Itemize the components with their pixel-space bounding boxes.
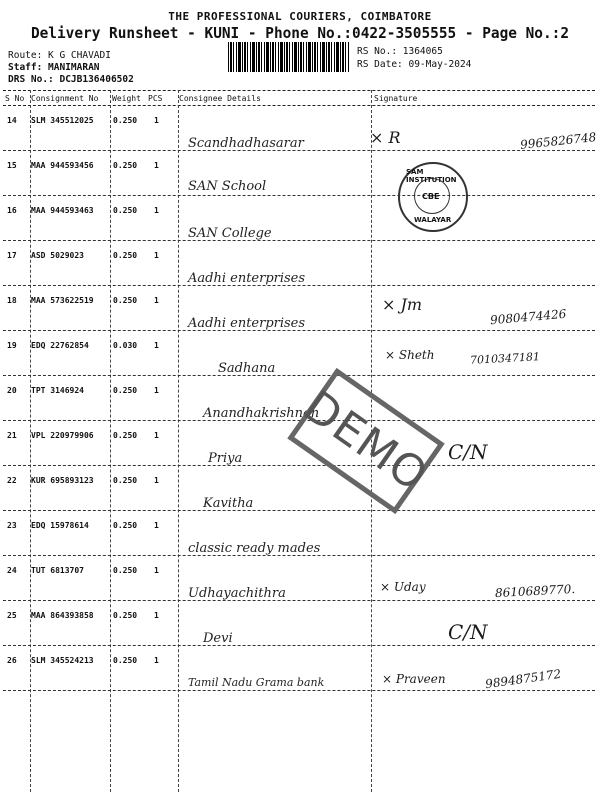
consignee-name: Devi (203, 631, 233, 646)
row-weight: 0.250 (113, 251, 138, 260)
cn-mark: C/N (448, 440, 488, 464)
row-consignment: EDQ 15978614 (31, 521, 89, 530)
row-pcs: 1 (154, 611, 159, 620)
col-sno: S No (5, 94, 25, 103)
row-weight: 0.250 (113, 296, 138, 305)
row-sno: 17 (7, 251, 17, 260)
row-weight: 0.250 (113, 431, 138, 440)
row-sno: 21 (7, 431, 17, 440)
consignee-name: Aadhi enterprises (188, 271, 306, 286)
table-row (3, 241, 595, 286)
row-pcs: 1 (154, 521, 159, 530)
row-pcs: 1 (154, 341, 159, 350)
phone-number-handwritten: 8610689770. (494, 581, 576, 601)
row-consignment: TPT 3146924 (31, 386, 84, 395)
consignee-name: Sadhana (218, 361, 276, 376)
row-pcs: 1 (154, 296, 159, 305)
institution-seal (398, 162, 468, 232)
row-weight: 0.250 (113, 611, 138, 620)
row-sno: 19 (7, 341, 17, 350)
signature-mark: × Uday (380, 580, 426, 594)
row-consignment: EDQ 22762854 (31, 341, 89, 350)
row-pcs: 1 (154, 161, 159, 170)
row-consignment: SLM 345524213 (31, 656, 94, 665)
phone-number-handwritten: 9965826748 (519, 130, 597, 152)
consignee-name: classic ready mades (188, 541, 321, 556)
table-row (3, 106, 595, 151)
seal-bottom-text: WALAYAR (414, 216, 452, 224)
row-consignment: MAA 944593463 (31, 206, 94, 215)
demo-stamp-text: DEMO (294, 380, 438, 502)
table-row (3, 601, 595, 646)
row-weight: 0.030 (113, 341, 138, 350)
rs-number: RS No.: 1364065 (357, 46, 443, 57)
row-sno: 22 (7, 476, 17, 485)
signature-mark: × Sheth (385, 348, 435, 362)
consignee-name: SAN College (188, 226, 272, 241)
phone-number-handwritten: 9894875172 (484, 666, 562, 692)
row-weight: 0.250 (113, 206, 138, 215)
consignee-name: Tamil Nadu Grama bank (188, 676, 325, 689)
row-weight: 0.250 (113, 521, 138, 530)
runsheet-title: Delivery Runsheet - KUNI - Phone No.:0422-3505555 - Page No.:2 (30, 24, 570, 42)
row-pcs: 1 (154, 431, 159, 440)
row-consignment: TUT 6813707 (31, 566, 84, 575)
consignee-name: Priya (208, 451, 243, 466)
row-sno: 26 (7, 656, 17, 665)
row-pcs: 1 (154, 116, 159, 125)
col-signature: Signature (374, 94, 418, 103)
row-weight: 0.250 (113, 476, 138, 485)
signature-mark: × R (370, 128, 401, 147)
staff-label: Staff: MANIMARAN (8, 62, 100, 73)
phone-number-handwritten: 7010347181 (469, 350, 541, 367)
row-pcs: 1 (154, 251, 159, 260)
row-weight: 0.250 (113, 566, 138, 575)
company-name: THE PROFESSIONAL COURIERS, COIMBATORE (168, 10, 432, 23)
row-pcs: 1 (154, 566, 159, 575)
row-pcs: 1 (154, 476, 159, 485)
col-pcs: PCS (148, 94, 163, 103)
row-sno: 14 (7, 116, 17, 125)
row-pcs: 1 (154, 386, 159, 395)
seal-center-text: CBE (422, 192, 440, 201)
consignee-name: Scandhadhasarar (188, 136, 304, 151)
drs-number: DRS No.: DCJB136406502 (8, 74, 134, 85)
signature-mark: × Jm (382, 295, 423, 314)
col-weight: Weight (112, 94, 141, 103)
table-row (3, 511, 595, 556)
row-weight: 0.250 (113, 161, 138, 170)
table-row (3, 466, 595, 511)
row-consignment: ASD 5029023 (31, 251, 84, 260)
signature-mark: × Praveen (382, 672, 446, 686)
cn-mark: C/N (448, 620, 488, 644)
row-sno: 15 (7, 161, 17, 170)
row-sno: 25 (7, 611, 17, 620)
rs-date: RS Date: 09-May-2024 (357, 59, 472, 70)
row-pcs: 1 (154, 206, 159, 215)
phone-number-handwritten: 9080474426 (489, 306, 567, 328)
row-weight: 0.250 (113, 116, 138, 125)
row-consignment: VPL 220979906 (31, 431, 94, 440)
row-consignment: MAA 944593456 (31, 161, 94, 170)
row-pcs: 1 (154, 656, 159, 665)
row-sno: 16 (7, 206, 17, 215)
row-sno: 20 (7, 386, 17, 395)
row-weight: 0.250 (113, 656, 138, 665)
col-consignee: Consignee Details (179, 94, 261, 103)
row-consignment: SLM 345512025 (31, 116, 94, 125)
row-consignment: MAA 864393858 (31, 611, 94, 620)
consignee-name: Aadhi enterprises (188, 316, 306, 331)
row-weight: 0.250 (113, 386, 138, 395)
consignee-name: Anandhakrishnan (203, 406, 320, 421)
row-consignment: KUR 695893123 (31, 476, 94, 485)
row-sno: 18 (7, 296, 17, 305)
table-header (3, 90, 595, 106)
row-sno: 23 (7, 521, 17, 530)
row-consignment: MAA 573622519 (31, 296, 94, 305)
table-row (3, 196, 595, 241)
consignee-name: Udhayachithra (188, 586, 286, 601)
row-sno: 24 (7, 566, 17, 575)
col-consignment: Consignment No (31, 94, 99, 103)
seal-top-text: SAM INSTITUTION (406, 168, 457, 184)
table-row (3, 151, 595, 196)
consignee-name: SAN School (188, 179, 267, 194)
consignee-name: Kavitha (203, 496, 254, 511)
route-label: Route: K G CHAVADI (8, 50, 111, 61)
barcode (228, 42, 350, 72)
